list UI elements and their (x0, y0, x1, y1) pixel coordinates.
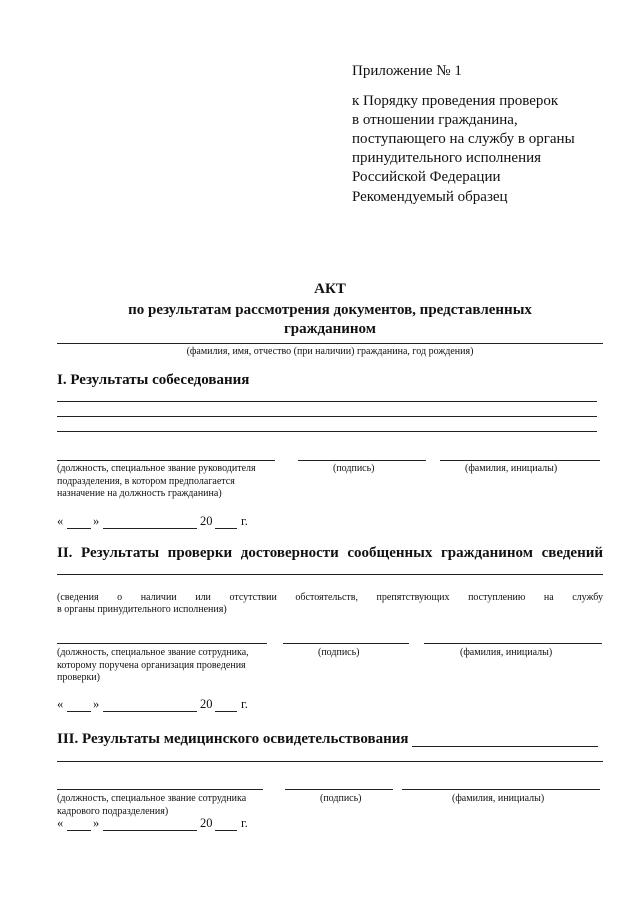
caption-line: (должность, специальное звание сотрудника, (57, 647, 249, 658)
title-line: АКТ (314, 281, 346, 297)
section1-name-line[interactable] (440, 460, 600, 461)
section3-position-caption (57, 793, 246, 818)
date-month-field[interactable] (103, 528, 197, 529)
section2-signature-line[interactable] (283, 643, 409, 644)
caption-line: назначение на должность гражданина) (57, 488, 222, 499)
section1-signature-caption: (подпись) (333, 463, 375, 474)
order-line: к Порядку проведения проверок (352, 93, 559, 109)
date-month-field[interactable] (103, 711, 197, 712)
section3-date (57, 816, 257, 834)
section2-info-line[interactable] (57, 574, 603, 575)
order-line: поступающего на службу в органы (352, 131, 575, 147)
section1-date (57, 514, 257, 532)
section1-line-1[interactable] (57, 401, 597, 402)
caption-line: проверки) (57, 672, 100, 683)
section1-position-caption (57, 463, 256, 501)
appendix-number: Приложение № 1 (352, 63, 462, 79)
caption-line: которому поручена организация проведения (57, 659, 246, 671)
order-reference (352, 92, 575, 187)
section2-name-line[interactable] (424, 643, 602, 644)
date-day-field[interactable] (67, 528, 91, 529)
date-year-prefix: 20 (200, 697, 213, 711)
caption-line: кадрового подразделения) (57, 805, 169, 817)
section3-signature-line[interactable] (285, 789, 393, 790)
title-line: по результатам рассмотрения документов, представленных (128, 302, 532, 318)
date-year-field[interactable] (215, 528, 237, 529)
date-year-suffix: г. (241, 697, 248, 711)
section1-name-caption: (фамилия, инициалы) (465, 463, 558, 474)
section1-position-line[interactable] (57, 460, 275, 461)
section3-name-line[interactable] (402, 789, 600, 790)
order-line: в отношении гражданина, (352, 112, 518, 128)
date-year-suffix: г. (241, 514, 248, 528)
date-day-field[interactable] (67, 711, 91, 712)
caption-line: (должность, специальное звание руководителя (57, 463, 256, 474)
date-day-field[interactable] (67, 830, 91, 831)
citizen-name-line[interactable] (57, 343, 603, 344)
date-open-quote: « (57, 514, 64, 528)
section2-date (57, 697, 257, 715)
section2-position-caption (57, 647, 249, 685)
section3-line[interactable] (57, 761, 603, 762)
section3-signature-caption: (подпись) (320, 793, 362, 804)
date-year-prefix: 20 (200, 514, 213, 528)
order-line: принудительного исполнения (352, 150, 542, 166)
section3-name-caption: (фамилия, инициалы) (452, 793, 545, 804)
section2-info-caption-line2: в органы принудительного исполнения) (57, 604, 227, 615)
date-month-field[interactable] (103, 830, 197, 831)
date-year-suffix: г. (241, 816, 248, 830)
caption-line: подразделения, в котором предполагается (57, 475, 235, 487)
section3-position-line[interactable] (57, 789, 263, 790)
date-open-quote: « (57, 816, 64, 830)
caption-line: (должность, специальное звание сотрудника (57, 793, 247, 804)
section2-name-caption: (фамилия, инициалы) (460, 647, 553, 658)
recommended-sample: Рекомендуемый образец (352, 189, 508, 205)
date-year-field[interactable] (215, 830, 237, 831)
document-title (60, 280, 600, 339)
date-open-quote: « (57, 697, 64, 711)
section2-position-line[interactable] (57, 643, 267, 644)
section1-heading: I. Результаты собеседования (57, 372, 250, 388)
citizen-caption: (фамилия, имя, отчество (при наличии) гражданина, год рождения) (186, 346, 474, 357)
section1-signature-line[interactable] (298, 460, 426, 461)
order-line: Российской Федерации (352, 169, 501, 185)
section1-line-2[interactable] (57, 416, 597, 417)
date-year-field[interactable] (215, 711, 237, 712)
section2-info-caption-line1: (сведения о наличии или отсутствии обстоятельств, препятствующих поступлению на службу (57, 592, 603, 603)
date-year-prefix: 20 (200, 816, 213, 830)
section3-heading: III. Результаты медицинского освидетельствования (57, 731, 409, 747)
title-line: гражданином (284, 321, 376, 337)
section2-heading: II. Результаты проверки достоверности сообщенных гражданином сведений (57, 545, 603, 561)
section1-line-3[interactable] (57, 431, 597, 432)
section3-heading-line[interactable] (412, 746, 598, 747)
date-close-quote: » (93, 514, 100, 528)
date-close-quote: » (93, 697, 100, 711)
date-close-quote: » (93, 816, 100, 830)
section2-signature-caption: (подпись) (318, 647, 360, 658)
